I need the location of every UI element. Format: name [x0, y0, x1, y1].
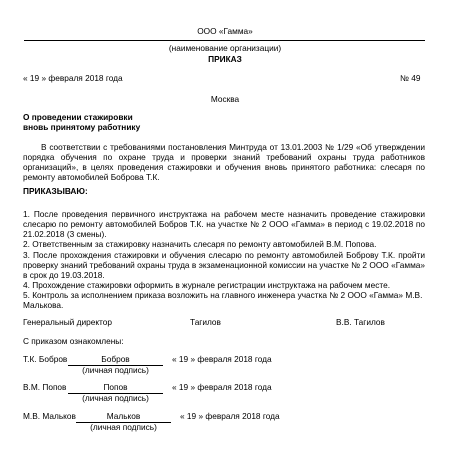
acquaint-row-date: « 19 » февраля 2018 года [172, 354, 272, 364]
acquaint-row-name: В.М. Попов [23, 382, 67, 392]
acquaint-row-caption: (личная подпись) [82, 365, 149, 375]
acquaint-row-caption: (личная подпись) [82, 393, 149, 403]
acquaint-heading: С приказом ознакомлены: [23, 336, 124, 346]
acquaint-row-date: « 19 » февраля 2018 года [180, 411, 280, 421]
org-caption: (наименование организации) [168, 43, 282, 53]
signer-name: В.В. Тагилов [336, 317, 385, 327]
subject-line-2: вновь принятому работнику [23, 122, 141, 132]
acquaint-row-name: Т.К. Бобров [23, 354, 68, 364]
order-item-2: 2. Ответственным за стажировку назначить слесаря по ремонту автомобилей В.М. Попова. [23, 239, 377, 249]
order-item-3: 3. После прохождения стажировки и обучения слесарю по ремонту автомобилей Боброву Т.К. пройти проверку знаний требований охраны труда в экзаменационной комиссии на участке № 2 ООО «Гамма» в срок до 19.03.2018. [23, 250, 425, 280]
acquaint-row-date: « 19 » февраля 2018 года [172, 382, 272, 392]
acquaint-row-signature: Попов [103, 382, 128, 392]
acquaint-row-name: М.В. Мальков [23, 411, 76, 421]
acquaint-row-caption: (личная подпись) [90, 422, 157, 432]
order-item-4: 4. Прохождение стажировки оформить в журнале регистрации инструктажа на рабочем месте. [23, 280, 391, 290]
order-heading: ПРИКАЗЫВАЮ: [23, 186, 88, 196]
order-number: № 49 [400, 73, 421, 83]
order-item-5: 5. Контроль за исполнением приказа возложить на главного инженера участка № 2 ООО «Гамма» М.В. Малькова. [23, 290, 423, 310]
order-date: « 19 » февраля 2018 года [23, 73, 123, 83]
acquaint-row-signature: Мальков [106, 411, 141, 421]
subject-line-1: О проведении стажировки [23, 112, 133, 122]
org-name-underline [24, 40, 425, 41]
acquaint-row-signature: Бобров [101, 354, 130, 364]
org-name: ООО «Гамма» [197, 26, 253, 36]
signer-signature: Тагилов [190, 317, 221, 327]
preamble-paragraph: В соответствии с требованиями постановления Минтруда от 13.01.2003 № 1/29 «Об утверждении порядка обучения по охране труда и проверки знаний требований охраны труда работников организаций», в целях проведения стажировки и обучения вновь принятого работника: слесаря по ремонту автомобилей Боброва Т.К. [23, 142, 425, 182]
order-city: Москва [210, 94, 240, 104]
order-item-1: 1. После проведения первичного инструктажа на рабочем месте назначить проведение стажировки слесарю по ремонту автомобилей Бобров Т.К. на участке № 2 ООО «Гамма» в период с 19.02.2018 по 21.02.2018 (3 смены). [23, 209, 425, 239]
signer-position: Генеральный директор [23, 317, 112, 327]
doc-type-title: ПРИКАЗ [208, 54, 242, 64]
